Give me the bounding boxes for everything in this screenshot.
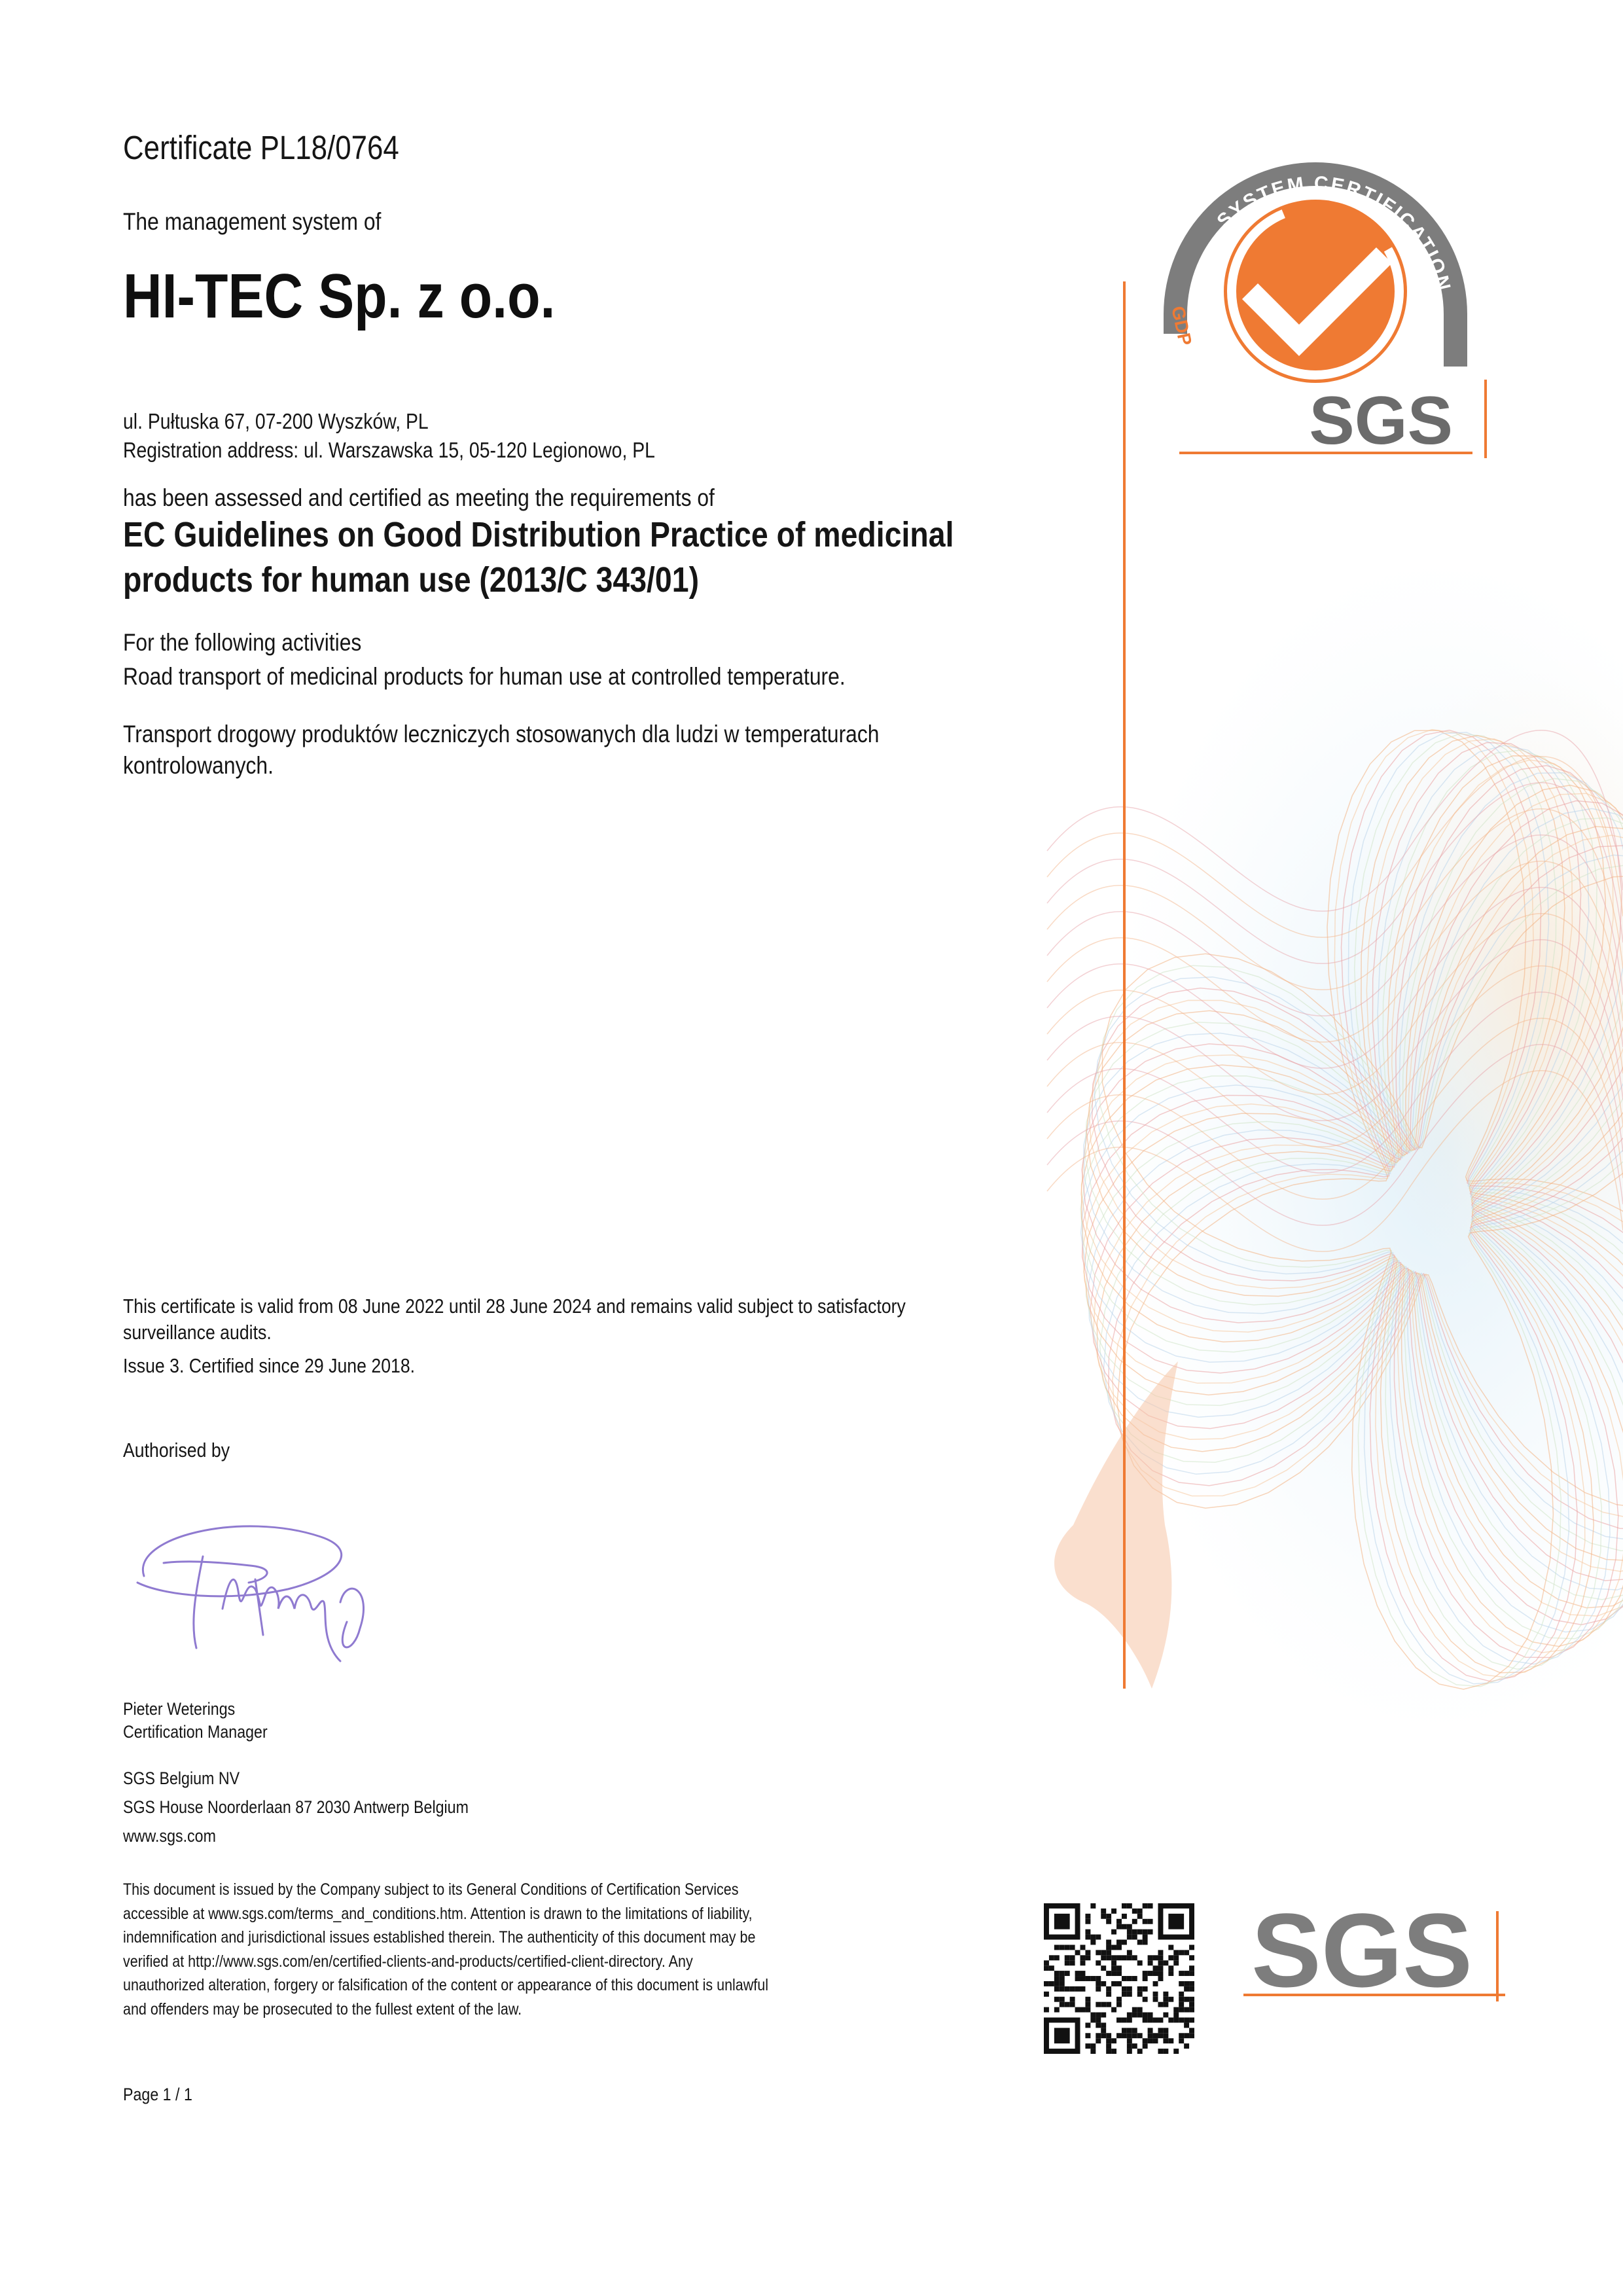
handwritten-signature <box>124 1498 438 1664</box>
standard-title-line2: products for human use (2013/C 343/01) <box>123 560 700 600</box>
validity-statement-line1: This certificate is valid from 08 June 2022 until 28 June 2024 and remains valid subject to satisfactory <box>123 1295 906 1318</box>
orange-divider-line <box>1123 281 1126 1689</box>
validity-statement-line2: surveillance audits. <box>123 1321 272 1344</box>
logo-sgs-text: SGS <box>1309 383 1453 458</box>
assessed-statement: has been assessed and certified as meeting the requirements of <box>123 484 715 511</box>
footer-sgs-text: SGS <box>1251 1892 1472 2003</box>
disclaimer-line: verified at http://www.sgs.com/en/certified-clients-and-products/certified-client-directory. Any <box>123 1952 693 1971</box>
logo-gdp-text: GDP <box>1168 304 1196 348</box>
company-name: HI-TEC Sp. z o.o. <box>123 261 556 331</box>
disclaimer-line: unauthorized alteration, forgery or falsification of the content or appearance of this document is unlawful <box>123 1976 769 1994</box>
activity-polish-line2: kontrolowanych. <box>123 752 274 779</box>
sgs-footer-logo <box>1237 1885 1512 2003</box>
activities-heading: For the following activities <box>123 629 362 656</box>
disclaimer-line: and offenders may be prosecuted to the fullest extent of the law. <box>123 2000 522 2018</box>
page-number: Page 1 / 1 <box>123 2085 192 2104</box>
disclaimer-line: indemnification and jurisdictional issues established therein. The authenticity of this document may be <box>123 1928 756 1946</box>
issuer-address: SGS House Noorderlaan 87 2030 Antwerp Belgium <box>123 1797 469 1817</box>
standard-title-line1: EC Guidelines on Good Distribution Practice of medicinal <box>123 515 954 554</box>
certificate-number: Certificate PL18/0764 <box>123 129 399 166</box>
registration-address: Registration address: ul. Warszawska 15, 05-120 Legionowo, PL <box>123 438 655 462</box>
signer-role: Certification Manager <box>123 1722 268 1742</box>
qr-code[interactable] <box>1044 1903 1194 2054</box>
logo-arc-text: SYSTEM CERTIFICATION <box>1213 172 1455 295</box>
sgs-gdp-certification-logo <box>1132 118 1499 458</box>
bird-silhouette <box>1054 1361 1178 1689</box>
company-address: ul. Pułtuska 67, 07-200 Wyszków, PL <box>123 409 429 433</box>
signer-name: Pieter Weterings <box>123 1699 236 1719</box>
disclaimer-line: accessible at www.sgs.com/terms_and_conditions.htm. Attention is drawn to the limitations of liability, <box>123 1905 753 1923</box>
management-system-intro: The management system of <box>123 208 382 235</box>
activity-english: Road transport of medicinal products for human use at controlled temperature. <box>123 663 846 690</box>
activity-polish-line1: Transport drogowy produktów leczniczych stosowanych dla ludzi w temperaturach <box>123 721 880 747</box>
issuer-name: SGS Belgium NV <box>123 1768 240 1788</box>
issue-info: Issue 3. Certified since 29 June 2018. <box>123 1354 416 1377</box>
authorised-by-label: Authorised by <box>123 1439 230 1462</box>
disclaimer-line: This document is issued by the Company subject to its General Conditions of Certification Services <box>123 1880 739 1899</box>
issuer-website[interactable]: www.sgs.com <box>123 1826 216 1846</box>
